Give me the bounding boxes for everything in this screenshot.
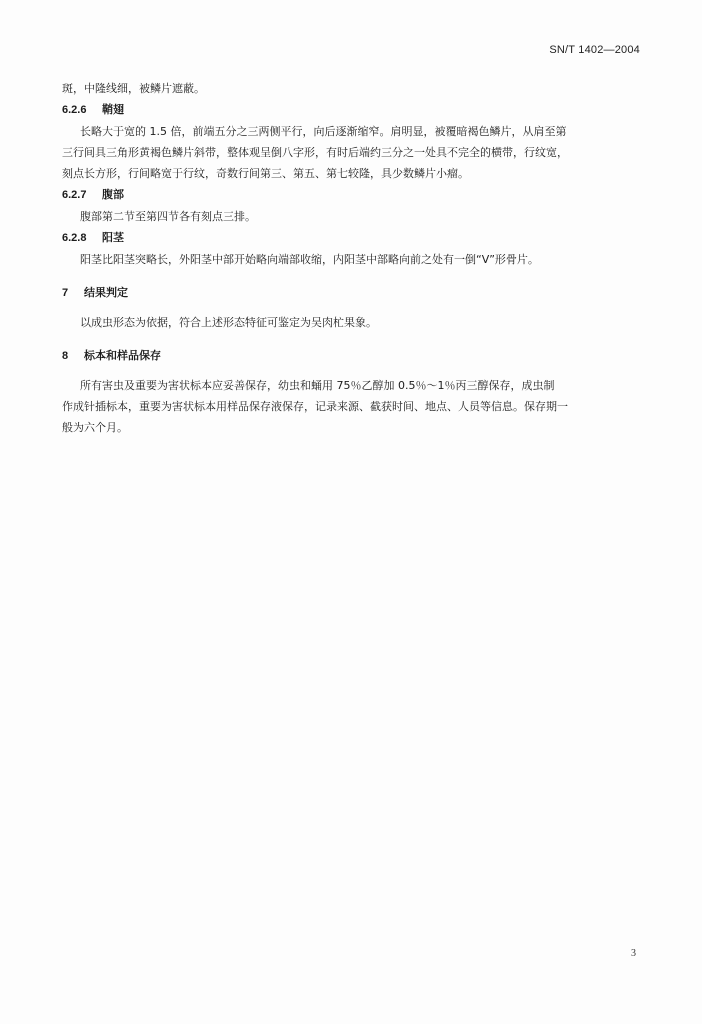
- paragraph-line: 长略大于宽的 1.5 倍，前端五分之三两侧平行，向后逐渐缩窄。肩明显，被覆暗褐色鳞片，从肩至第: [80, 125, 567, 138]
- continuation-line: 斑，中隆线细，被鳞片遮蔽。: [62, 82, 205, 95]
- section-number: 8: [62, 350, 69, 362]
- section-title: 标本和样品保存: [84, 349, 161, 362]
- section-number: 6.2.8: [62, 232, 87, 244]
- paragraph-line: 作成针插标本，重要为害状标本用样品保存液保存，记录来源、截获时间、地点、人员等信息。保存期一: [62, 400, 568, 413]
- section-title: 腹部: [102, 188, 124, 201]
- section-heading-6-2-6: [62, 99, 644, 121]
- section-heading-8: [62, 345, 644, 367]
- standard-code-header: SN/T 1402—2004: [549, 44, 640, 56]
- paragraph-line: 以成虫形态为依据，符合上述形态特征可鉴定为吴肉杧果象。: [80, 316, 377, 329]
- section-number: 7: [62, 287, 69, 299]
- section-heading-7: [62, 282, 644, 304]
- section-title: 阳茎: [102, 231, 124, 244]
- section-number: 6.2.6: [62, 104, 87, 116]
- paragraph-line: 刻点长方形，行间略宽于行纹，奇数行间第三、第五、第七较隆，具少数鳞片小瘤。: [62, 167, 469, 180]
- paragraph-line: 般为六个月。: [62, 421, 128, 434]
- section-title: 鞘翅: [102, 103, 124, 116]
- paragraph-line: 三行间具三角形黄褐色鳞片斜带，整体观呈倒八字形，有时后端约三分之一处具不完全的横带，行纹宽，: [62, 146, 568, 159]
- paragraph-line: 腹部第二节至第四节各有刻点三排。: [80, 210, 256, 223]
- paragraph-line: 所有害虫及重要为害状标本应妥善保存，幼虫和蛹用 75％乙醇加 0.5％～1％丙三醇保存，成虫制: [80, 379, 555, 392]
- section-number: 6.2.7: [62, 189, 87, 201]
- paragraph-line: 阳茎比阳茎突略长，外阳茎中部开始略向端部收缩，内阳茎中部略向前之处有一倒“V”形骨片。: [80, 253, 539, 266]
- document-body: [62, 78, 644, 438]
- page-number: 3: [631, 948, 636, 959]
- section-title: 结果判定: [84, 286, 128, 299]
- section-heading-6-2-8: [62, 227, 644, 249]
- section-heading-6-2-7: [62, 184, 644, 206]
